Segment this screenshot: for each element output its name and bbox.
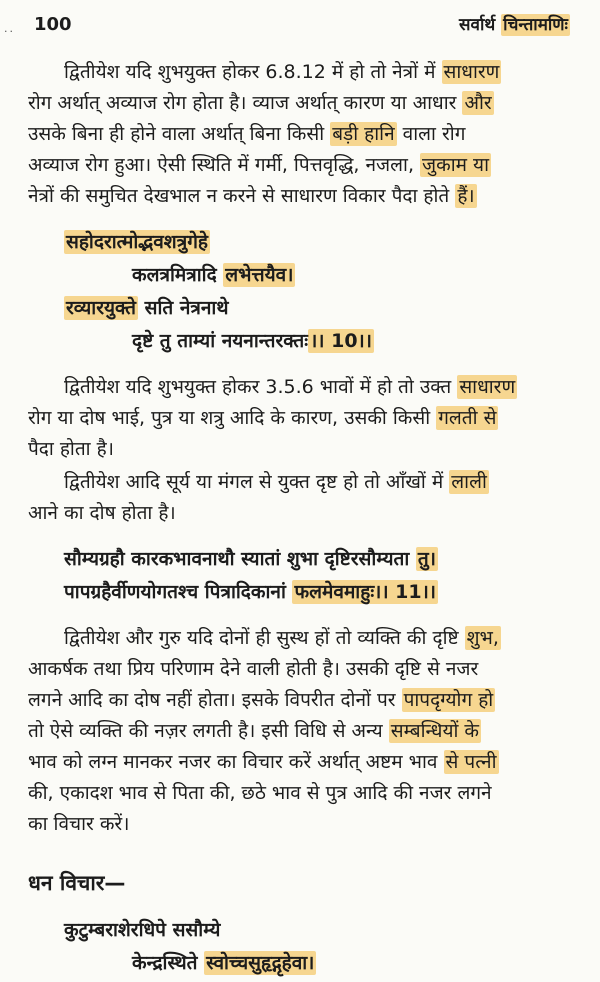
text-line: अव्याज रोग हुआ। ऐसी स्थिति में गर्मी, पित्तवृद्धि, नजला, जुकाम या — [28, 154, 489, 176]
text-line: तो ऐसे व्यक्ति की नज़र लगती है। इसी विधि से अन्य सम्बन्धियों के — [28, 720, 480, 742]
highlight-mark: रव्यारयुक्ते — [66, 297, 137, 319]
text-line: रोग या दोष भाई, पुत्र या शत्रु आदि के कारण, उसकी किसी गलती से — [28, 407, 497, 429]
text-line: नेत्रों की समुचित देखभाल न करने से साधारण विकार पैदा होते हैं। — [28, 185, 475, 207]
highlight-mark: से पत्नी — [445, 751, 497, 773]
highlight-mark: शुभ, — [466, 627, 499, 649]
text-line: द्वितीयेश आदि सूर्य या मंगल से युक्त दृष्ट हो तो आँखों में लाली — [64, 471, 487, 493]
highlight-mark: हैं। — [457, 185, 475, 207]
text-line: लगने आदि का दोष नहीं होता। इसके विपरीत दोनों पर पापदृग्योग हो — [28, 689, 494, 711]
highlight-mark: गलती से — [438, 407, 497, 429]
page-number: 100 — [34, 14, 72, 35]
paragraph-block — [28, 623, 570, 840]
verse-block — [28, 226, 570, 358]
text-line: पैदा होता है। — [28, 438, 114, 460]
text-line: की, एकादश भाव से पिता की, छठे भाव से पुत्र आदि की नजर लगने — [28, 782, 492, 804]
paragraph-block — [28, 372, 570, 465]
verse-line: पापग्रहैर्वीणयोगतश्च पित्रादिकानां फलमेवमाहुः।। 11।। — [64, 581, 437, 603]
verse-line — [28, 226, 570, 259]
text-line: उसके बिना ही होने वाला अर्थात् बिना किसी बड़ी हानि वाला रोग — [28, 123, 466, 145]
highlight-mark: पापदृग्योग हो — [403, 689, 494, 711]
verse-block — [28, 914, 570, 980]
highlight-mark: जुकाम या — [422, 154, 489, 176]
text-line: आने का दोष होता है। — [28, 502, 176, 524]
text-line: द्वितीयेश और गुरु यदि दोनों ही सुस्थ हों तो व्यक्ति की दृष्टि शुभ, — [64, 627, 499, 649]
highlight-mark: फलमेवमाहुः।। 11।। — [294, 581, 437, 603]
highlight-mark: सम्बन्धियों के — [390, 720, 480, 742]
verse-block — [28, 543, 570, 609]
verse-line: कुटुम्बराशेरधिपे ससौम्ये — [64, 919, 221, 941]
heading-block — [28, 866, 570, 900]
text-line: भाव को लग्न मानकर नजर का विचार करें अर्थात् अष्टम भाव से पत्नी — [28, 751, 497, 773]
text-line: द्वितीयेश यदि शुभयुक्त होकर 6.8.12 में हो तो नेत्रों में साधारण — [64, 61, 500, 83]
verse-line: दृष्टे तु ताम्यां नयनान्तरक्तः ।। 10।। — [132, 330, 372, 352]
paragraph-block — [28, 467, 570, 529]
page-header — [4, 12, 570, 35]
highlight-mark: तु। — [417, 548, 436, 570]
section-heading: धन विचार— — [28, 871, 126, 895]
verse-line: कलत्रमित्रादि लभेत्तयैव। — [132, 264, 294, 286]
verse-line: रव्यारयुक्ते सति नेत्रनाथे — [66, 297, 229, 319]
highlight-mark: लाली — [451, 471, 487, 493]
highlight-mark: साधारण — [459, 376, 516, 398]
verse-line: केन्द्रस्थिते स्वोच्चसुहृद्गृहेवा। — [132, 952, 315, 974]
highlight-mark: चिन्तामणिः — [503, 15, 568, 35]
verse-line: सौम्यग्रहौ कारकभावनाथौ स्यातां शुभा दृष्टिरसौम्यता तु। — [64, 548, 436, 570]
highlight-mark: स्वोच्चसुहृद्गृहेवा। — [206, 952, 315, 974]
text-line: रोग अर्थात् अव्याज रोग होता है। व्याज अर्थात् कारण या आधार और — [28, 92, 492, 114]
book-title: सर्वार्थ चिन्तामणिः — [459, 15, 568, 35]
highlight-mark: बड़ी हानि — [332, 123, 395, 145]
text-line: आकर्षक तथा प्रिय परिणाम देने वाली होती है। उसकी दृष्टि से नजर — [28, 658, 479, 680]
text-line: का विचार करें। — [28, 813, 130, 835]
text-line: द्वितीयेश यदि शुभयुक्त होकर 3.5.6 भावों में हो तो उक्त साधारण — [64, 376, 516, 398]
paragraph-block — [28, 57, 570, 212]
margin-marks: .. — [4, 22, 15, 35]
highlight-mark: और — [464, 92, 492, 114]
highlight-mark: साधारण — [443, 61, 500, 83]
highlight-mark: ।। 10।। — [310, 330, 372, 352]
highlight-mark: सहोदरात्मोद्भवशत्रुगेहे — [66, 231, 209, 253]
page-content — [28, 57, 570, 980]
highlight-mark: लभेत्तयैव। — [225, 264, 294, 286]
